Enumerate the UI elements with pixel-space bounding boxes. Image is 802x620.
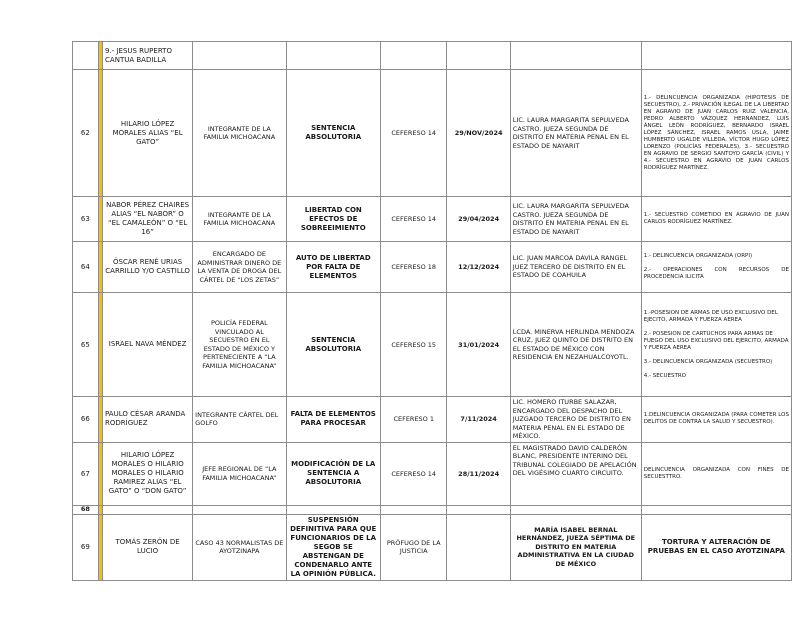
cases-table: [72, 41, 792, 581]
person-name: ISRAEL NAVA MÉNDEZ: [103, 293, 193, 397]
legal-status: [286, 42, 380, 70]
affiliation: INTEGRANTE DE LA FAMILIA MICHOACANA: [193, 70, 286, 197]
row-number: 66: [73, 397, 99, 443]
date: [447, 514, 510, 580]
charge-item: 4.- SECUESTRO: [643, 372, 687, 379]
affiliation: [193, 42, 286, 70]
row-number: 62: [73, 70, 99, 197]
table-row: [73, 293, 792, 397]
row-number: 64: [73, 242, 99, 293]
person-name: NABOR PÉREZ CHAIRES ALIAS “EL NABOR” O “EL CAMALEÓN” O “EL 16”: [103, 197, 193, 242]
prison: CEFERESO 14: [380, 70, 447, 197]
legal-status: AUTO DE LIBERTAD POR FALTA DE ELEMENTOS: [286, 242, 380, 293]
date: [447, 42, 510, 70]
prison: [380, 42, 447, 70]
charge-item: 3.- DELINCUENCIA ORGANIZADA (SECUESTRO): [643, 358, 773, 365]
judge: EL MAGISTRADO DAVID CALDERÓN BLANC, PRESIDENTE INTERINO DEL TRIBUNAL COLEGIADO DE APELACIÓN DEL VIGÉSIMO CUARTO CIRCUITO.: [510, 442, 641, 505]
prison: CEFERESO 18: [380, 242, 447, 293]
legal-status: MODIFICACIÓN DE LA SENTENCIA A ABSOLUTORIA: [286, 442, 380, 505]
date: 29/NOV/2024: [447, 70, 510, 197]
legal-status: LIBERTAD CON EFECTOS DE SOBREEIMIENTO: [286, 197, 380, 242]
table-row: [73, 505, 792, 514]
date: 29/04/2024: [447, 197, 510, 242]
person-name: ÓSCAR RENÉ URIAS CARRILLO Y/O CASTILLO: [103, 242, 193, 293]
judge: LIC. LAURA MARGARITA SEPULVEDA CASTRO. JUEZA SEGUNDA DE DISTRITO EN MATERIA PENAL EN EL ESTADO DE NAYARIT: [510, 197, 641, 242]
charges: [641, 42, 791, 70]
charges: 1.- SECUESTRO COMETIDO EN AGRAVIO DE JUAN CARLOS RODRÍGUEZ MARTÍNEZ.: [641, 197, 791, 242]
legal-status: SENTENCIA ABSOLUTORIA: [286, 293, 380, 397]
table-row: [73, 397, 792, 443]
legal-status: [286, 505, 380, 514]
table-row: [73, 197, 792, 242]
row-number: 69: [73, 514, 99, 580]
row-number: 67: [73, 442, 99, 505]
affiliation: CASO 43 NORMALISTAS DE AYOTZINAPA: [193, 514, 286, 580]
table-row: [73, 70, 792, 197]
prison: CEFERESO 14: [380, 442, 447, 505]
legal-status: SUSPENSIÓN DEFINITIVA PARA QUE FUNCIONARIOS DE LA SEGOB SE ABSTENGAN DE CONDENARLO ANTE LA OPINIÓN PÚBLICA.: [286, 514, 380, 580]
affiliation: POLICÍA FEDERAL VINCULADO AL SECUESTRO EN EL ESTADO DE MÉXICO Y PERTENECIENTE A “LA FAMILIA MICHOACANA”: [193, 293, 286, 397]
charges: 1.DELINCUENCIA ORGANIZADA (PARA COMETER LOS DELITOS DE CONTRA LA SALUD Y SECUESTRO).: [641, 397, 791, 443]
charge-item: 1.- DELINCUENCIA ORGANIZADA (ORPI): [643, 253, 753, 259]
affiliation: INTEGRANTE DE LA FAMILIA MICHOACANA: [193, 197, 286, 242]
table-row: [73, 242, 792, 293]
prison: CEFERESO 15: [380, 293, 447, 397]
date: 31/01/2024: [447, 293, 510, 397]
table-row: [73, 442, 792, 505]
person-name: PAULO CÉSAR ARANDA RODRÍGUEZ: [103, 397, 193, 443]
judge: LIC. JUAN MARCOA DAVILA RANGEL JUEZ TERCERO DE DISTRITO EN EL ESTADO DE COAHUILA: [510, 242, 641, 293]
prison: CEFERESO 14: [380, 197, 447, 242]
charges: [641, 293, 791, 397]
judge: [510, 505, 641, 514]
charges: 1.- DELINCUENCIA ORGANIZADA (HIPOTESIS DE SECUESTRO), 2.- PRIVACIÓN ILEGAL DE LA LIBERTAD EN AGRAVIO DE JUAN CARLOS RUIZ VALENCIA, PEDRO ALBERTO VÁZQUEZ HERNANDEZ, LUIS ÁNGEL LEÓN RODRÍGUEZ, BERNARDO ISRAEL LÓPEZ SÁNCHEZ, ISRAEL RAMOS USLA, JAIME HUMBERTO UGALDE VILLEDA, VÍCTOR HUGO LÓPEZ LORENZO (POLICÍAS FEDERALES), 3.- SECUESTRO EN AGRAVIO DE SERGIO SANTOYO GARCÍA (CIVIL) Y 4.- SECUESTRO EN AGRAVIO DE JUAN CARLOS RODRÍGUEZ MARTÍNEZ.: [641, 70, 791, 197]
table-row: [73, 42, 792, 70]
affiliation: [193, 505, 286, 514]
charges: TORTURA Y ALTERACIÓN DE PRUEBAS EN EL CASO AYOTZINAPA: [641, 514, 791, 580]
affiliation: ENCARGADO DE ADMINISTRAR DINERO DE LA VENTA DE DROGA DEL CÁRTEL DE “LOS ZETAS”: [193, 242, 286, 293]
charge-item: 1.-POSESION DE ARMAS DE USO EXCLUSIVO DEL EJECITO, ARMADA Y FUERZA AEREA: [643, 309, 778, 323]
charges: [641, 505, 791, 514]
person-name: TOMÁS ZERÓN DE LUCIO: [103, 514, 193, 580]
legal-status: FALTA DE ELEMENTOS PARA PROCESAR: [286, 397, 380, 443]
person-name: HILARIO LÓPEZ MORALES O HILARIO MORALES O HILARIO RAMIREZ ALIAS “EL GATO” O “DON GATO”: [103, 442, 193, 505]
person-name: [103, 505, 193, 514]
row-number: 63: [73, 197, 99, 242]
judge: LIC. HOMERO ITURBE SALAZAR, ENCARGADO DEL DESPACHO DEL JUZGADO TERCERO DE DISTRITO EN MATERIA PENAL EN EL ESTADO DE MÉXICO.: [510, 397, 641, 443]
date: 12/12/2024: [447, 242, 510, 293]
judge: LIC. LAURA MARGARITA SEPULVEDA CASTRO. JUEZA SEGUNDA DE DISTRITO EN MATERIA PENAL EN EL ESTADO DE NAYARIT: [510, 70, 641, 197]
prison: [380, 505, 447, 514]
judge: [510, 42, 641, 70]
date: [447, 505, 510, 514]
table-row: [73, 514, 792, 580]
judge: LCDA. MINERVA HERLINDA MENDOZA CRUZ, JUEZ QUINTO DE DISTRITO EN EL ESTADO DE MÉXICO CON RESIDENCIA EN NEZAHUALCOYOTL.: [510, 293, 641, 397]
row-number: 65: [73, 293, 99, 397]
charges: DELINCUENCIA ORGANIZADA CON FINES DE SECUESTTRO.: [641, 442, 791, 505]
person-name: 9.- JESUS RUPERTO CANTUA BADILLA: [103, 42, 193, 70]
date: 7/11/2024: [447, 397, 510, 443]
charge-item: 2.- POSESION DE CARTUCHOS PARA ARMAS DE FUEGO DEL USO EXCLUSIVO DEL EJERCITO, ARMADA Y FUERZA AEREA: [643, 330, 789, 351]
affiliation: INTEGRANTE CÁRTEL DEL GOLFO: [193, 397, 286, 443]
row-number: [73, 42, 99, 70]
affiliation: JEFE REGIONAL DE “LA FAMILIA MICHOACANA”: [193, 442, 286, 505]
row-number: 68: [73, 505, 99, 514]
charges: [641, 242, 791, 293]
prison: CEFERESO 1: [380, 397, 447, 443]
prison: PRÓFUGO DE LA JUSTICIA: [380, 514, 447, 580]
charge-item: 2.- OPERACIONES CON RECURSOS DE PROCEDENCIA ILICITA: [643, 267, 789, 280]
date: 28/11/2024: [447, 442, 510, 505]
judge: MARÍA ISABEL BERNAL HERNÁNDEZ, JUEZA SÉPTIMA DE DISTRITO EN MATERIA ADMINISTRATIVA EN LA CIUDAD DE MÉXICO: [510, 514, 641, 580]
person-name: HILARIO LÓPEZ MORALES ALIAS “EL GATO”: [103, 70, 193, 197]
legal-status: SENTENCIA ABSOLUTORIA: [286, 70, 380, 197]
